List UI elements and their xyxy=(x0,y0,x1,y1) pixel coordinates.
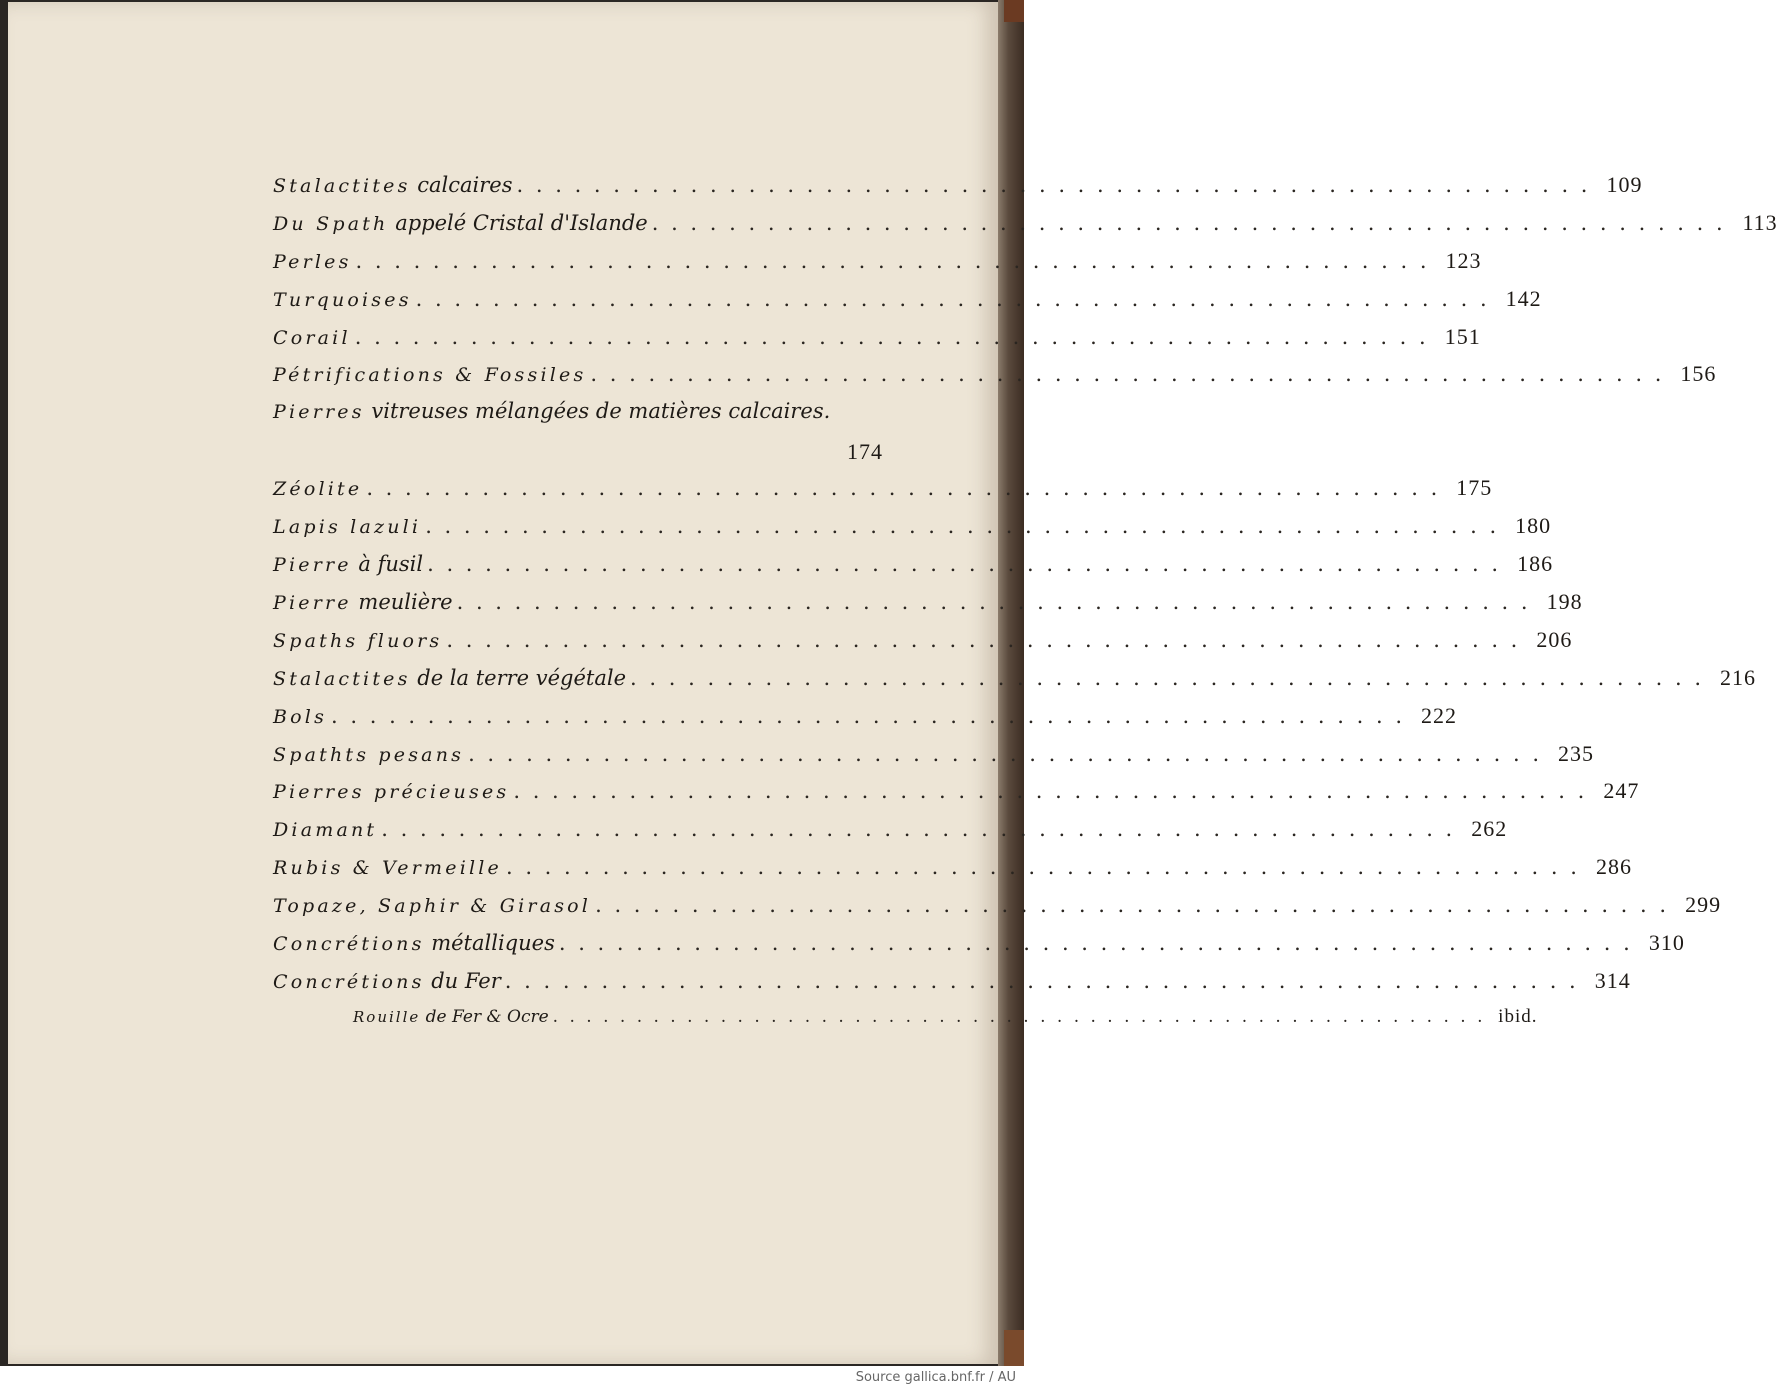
dot-leader xyxy=(446,622,1520,660)
page-number: 174 xyxy=(847,439,883,465)
page-number: 247 xyxy=(1603,778,1640,804)
entry-subtitle: appelé Cristal d'Islande xyxy=(395,210,648,235)
page-number: ibid. xyxy=(1498,1005,1538,1027)
toc-entry xyxy=(273,886,1722,924)
entry-title: Pierres xyxy=(273,401,365,424)
dot-leader xyxy=(416,281,1490,319)
entry-title: Concrétions xyxy=(273,933,425,956)
entry-title: Diamant xyxy=(273,819,378,842)
page-number: 180 xyxy=(1515,513,1552,539)
entry-subtitle: du Fer xyxy=(431,968,501,993)
toc-entry-continuation xyxy=(273,433,883,469)
toc-entry xyxy=(273,583,1583,621)
page-number: 216 xyxy=(1720,664,1757,690)
toc-entry xyxy=(273,204,1778,242)
page-number: 151 xyxy=(1444,323,1481,349)
entry-title: Pierre xyxy=(273,592,352,615)
page-number: 113 xyxy=(1742,209,1778,235)
entry-subtitle: vitreuses mélangées de matières calcaires. xyxy=(371,399,831,424)
source-credit: Source gallica.bnf.fr / AU xyxy=(855,1370,1016,1385)
entry-title: Bols xyxy=(273,705,328,728)
dot-leader xyxy=(506,849,1580,887)
toc-entry xyxy=(273,697,1457,735)
dot-leader xyxy=(513,773,1587,811)
binding-edge-bottom xyxy=(1004,1330,1024,1366)
entry-subtitle: métalliques xyxy=(431,931,555,956)
entry-subtitle: à fusil xyxy=(358,552,424,577)
toc-entry xyxy=(273,772,1640,810)
toc-entry xyxy=(273,735,1595,773)
toc-entry xyxy=(273,848,1632,886)
dot-leader xyxy=(553,1000,1486,1034)
entry-title: Pétrifications & Fossiles xyxy=(273,364,587,387)
dot-leader xyxy=(517,167,1591,205)
toc-entry xyxy=(273,469,1493,507)
entry-title: Turquoises xyxy=(273,288,412,311)
page-number: 310 xyxy=(1648,930,1685,956)
entry-title: Rubis & Vermeille xyxy=(273,857,502,880)
toc-entry xyxy=(273,393,883,433)
entry-subtitle: de la terre végétale xyxy=(417,665,627,690)
dot-leader xyxy=(366,470,1440,508)
entry-subtitle: meulière xyxy=(358,590,453,615)
toc-entry xyxy=(273,355,1717,393)
page-number: 109 xyxy=(1606,172,1643,197)
dot-leader xyxy=(559,925,1633,963)
dot-leader xyxy=(468,736,1542,774)
entry-title: Spaths fluors xyxy=(273,629,443,652)
entry-title: Stalactites xyxy=(273,175,411,197)
dot-leader xyxy=(381,811,1455,849)
toc-entry xyxy=(273,659,1757,697)
dot-leader xyxy=(425,508,1499,546)
toc-entry xyxy=(273,962,1631,1000)
toc-entry xyxy=(273,280,1542,318)
dot-leader xyxy=(590,356,1664,394)
entry-title: Zéolite xyxy=(273,478,363,501)
entry-title: Pierre xyxy=(273,554,352,577)
entry-title: Du Spath xyxy=(273,212,389,235)
toc-entry xyxy=(273,166,1643,204)
binding-edge-top xyxy=(1004,0,1024,22)
entry-title: Perles xyxy=(273,250,352,273)
toc-entry xyxy=(273,545,1554,583)
toc-entry xyxy=(273,242,1482,280)
toc-entry xyxy=(273,924,1685,962)
entry-title: Rouille xyxy=(353,1007,421,1026)
entry-title: Spathts pesans xyxy=(273,743,465,766)
entry-title: Stalactites xyxy=(273,667,411,690)
toc-entry xyxy=(273,621,1573,659)
dot-leader xyxy=(595,887,1669,925)
dot-leader xyxy=(505,963,1579,1001)
entry-subtitle: de Fer & Ocre xyxy=(425,1006,549,1027)
dot-leader xyxy=(427,546,1501,584)
toc-entry xyxy=(273,318,1481,356)
dot-leader xyxy=(457,584,1531,622)
page-number: 235 xyxy=(1558,740,1595,766)
page-number: 206 xyxy=(1536,626,1573,652)
page-number: 142 xyxy=(1505,285,1542,311)
page-number: 299 xyxy=(1685,892,1722,918)
page-number: 314 xyxy=(1594,967,1631,993)
page-number: 262 xyxy=(1471,816,1508,842)
dot-leader xyxy=(355,319,1429,357)
entry-title: Lapis lazuli xyxy=(273,516,422,539)
entry-title: Topaze, Saphir & Girasol xyxy=(273,895,592,918)
page-number: 222 xyxy=(1421,702,1457,728)
page-number: 198 xyxy=(1546,589,1583,615)
page-number: 286 xyxy=(1595,854,1632,880)
dot-leader xyxy=(356,243,1430,281)
page-number: 156 xyxy=(1680,361,1717,387)
entry-title: Concrétions xyxy=(273,970,425,993)
dot-leader xyxy=(630,660,1704,698)
table-of-contents xyxy=(273,166,1778,1034)
toc-entry xyxy=(273,810,1508,848)
dot-leader xyxy=(652,205,1726,243)
toc-entry xyxy=(273,507,1552,545)
entry-title: Pierres précieuses xyxy=(273,781,510,804)
entry-subtitle: calcaires xyxy=(417,173,513,197)
page-number: 175 xyxy=(1456,475,1493,501)
dot-leader xyxy=(331,698,1405,736)
toc-subentry xyxy=(273,1000,1538,1034)
page-number: 123 xyxy=(1445,247,1482,273)
entry-title: Corail xyxy=(273,326,351,349)
page-number: 186 xyxy=(1517,551,1554,577)
